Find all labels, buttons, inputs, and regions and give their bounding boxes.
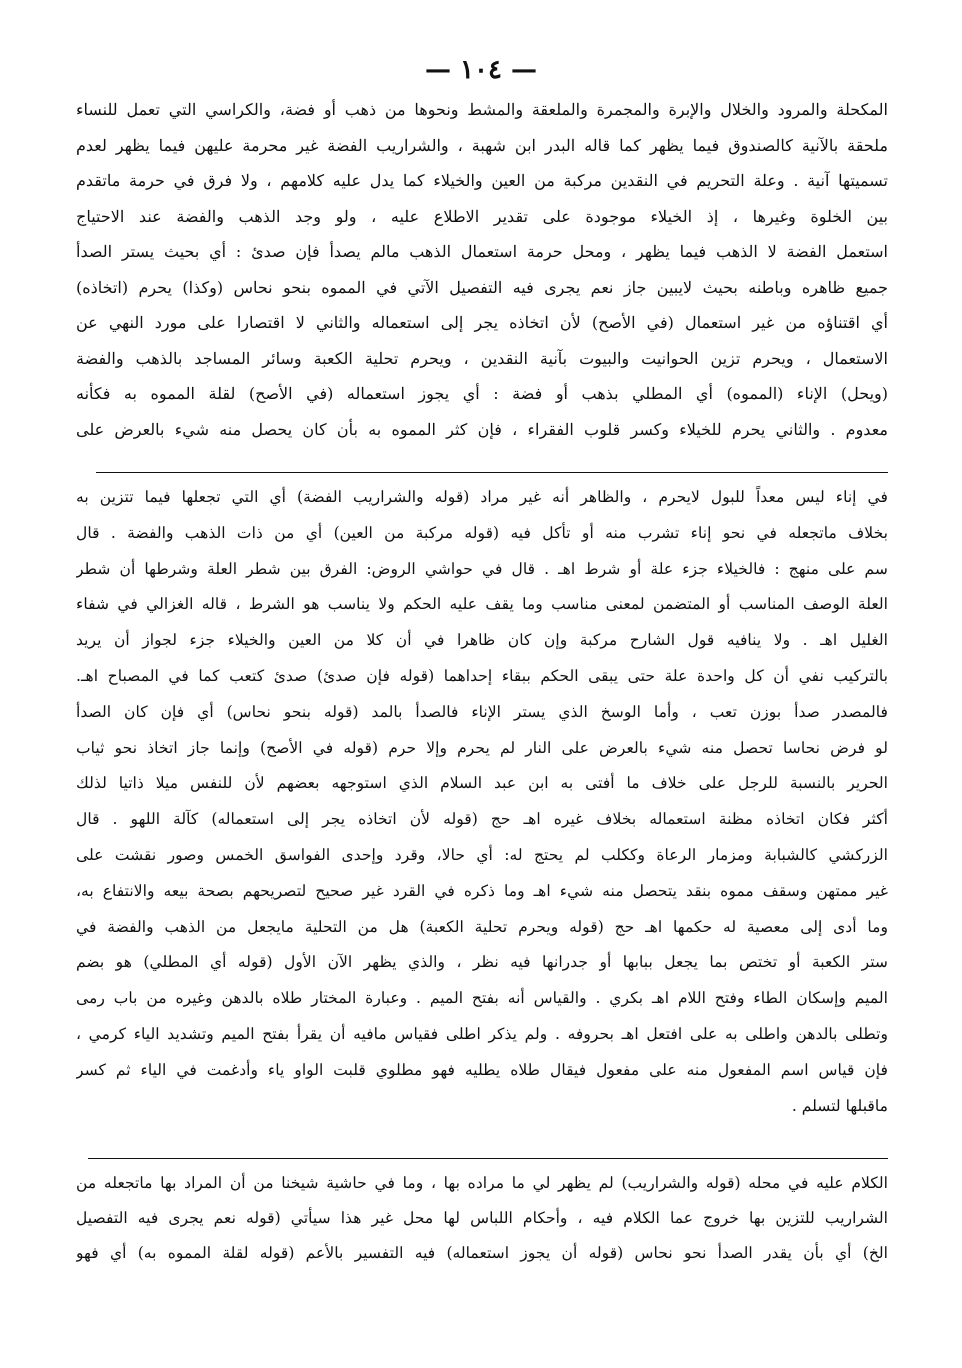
main-text-line: المكحلة والمرود والخلال والإبرة والمجمرة والملعقة والمشط ونحوها من ذهب أو فضة، والكراسي التي تعمل للنساء — [76, 100, 888, 119]
commentary-line: بخلاف ماتجعله في نحو إناء تشرب منه أو تأكل فيه (قوله مركبة من العين) أي من ذات الذهب والفضة . قال — [76, 523, 888, 542]
main-text-line: استعمل الفضة لا الذهب فيما يظهر ، ومحل حرمة استعمال الذهب مالم يصدأ فإن صدئ : أي بحيث يستر الصدأ — [76, 242, 888, 261]
commentary-line: الحرير بالنسبة للرجل على خلاف ما أفتى به ابن عبد السلام الذي استوجهه بعضهم لأن للنفس ميلا ذاتيا لذلك — [76, 774, 888, 793]
commentary-line: وما أدى إلى معصية له حكمها اهـ حج (قوله ويحرم تحلية الكعبة) هل من التحلية مايجعل من الذهب والفضة في — [76, 917, 888, 936]
second-commentary-line: الخ) أي بأن يقدر الصدأ نحو نحاس (قوله أن يجوز استعماله) فيه التفسير بالأعم (قوله لقلة المموه به) أي فهو — [76, 1244, 888, 1262]
main-text-line: الاستعمال ، ويحرم تزين الحوانيت والبيوت بآنية النقدين ، ويحرم تحلية الكعبة وسائر المساجد بالذهب والفضة — [76, 348, 888, 368]
commentary-line: ماقبلها لتسلم . — [791, 1096, 888, 1115]
main-text-line: أي اقتناؤه من غير استعمال (في الأصح) لأن اتخاذه يجر إلى استعماله والثاني لا اقتصارا على مورد النهي عن — [76, 313, 888, 332]
commentary-line: الميم وإسكان الطاء وفتح اللام اهـ بكري . والقياس أنه بفتح الميم . وعبارة المختار طلاه بالدهن وغيره من باب رمى — [76, 989, 888, 1008]
commentary-text — [76, 480, 888, 1124]
commentary-line: غير ممتهن وسقف مموه بنقد يتحصل منه شيء اهـ وما ذكره في القرد غير صحيح لتصريحهم بصحة بيعه والانتفاع به، — [76, 881, 888, 900]
commentary-line: الغليل اهـ . ولا ينافيه قول الشارح مركبة وإن كان ظاهرا في أن كلا من العين والخيلاء جزء لجواز أن يريد — [76, 631, 888, 650]
second-commentary-line: الشراريب للتزين بها خروج عما الكلام فيه ، وأحكام اللباس لها محل غير هذا سيأتي (قوله نعم يجرى فيه التفصيل — [76, 1209, 888, 1227]
commentary-line: بالتركيب نفي أن كل واحدة علة حتى يبقى الحكم ببقاء إحداهما (قوله فإن صدئ) صدئ كتعب كما في المصباح اهـ. — [76, 666, 888, 685]
main-text-line: ملحقة بالآنية كالصندوق فيما يظهر كما قاله البدر ابن شهبة ، والشراريب الفضة غير محرمة عليهن فيما يظهر لعدم — [76, 135, 888, 155]
commentary-line: لو فرض نحاسا تحصل منه شيء بالعرض على النار لم يحرم وإلا حرم (قوله في الأصح) وإنما جاز اتخاذ نحو ثياب — [76, 738, 888, 757]
commentary-line: في إناء ليس معداً للبول لايحرم ، والظاهر أنه غير مراد (قوله والشراريب الفضة) أي التي تجعلها فيما تتزين به — [76, 488, 888, 506]
commentary-line: فالمصدر صدأ بوزن تعب ، وأما الوسخ الذي يستر الإناء فالصدأ بالمد (قوله بنحو نحاس) أي فإن كان الصدأ — [76, 702, 888, 721]
main-text — [76, 92, 888, 447]
commentary-line: الزركشي كالشبابة ومزمار الرعاة وككلب لم يحتج له: أي حالا، وقرد وإحدى الفواسق الخمس وصور نقشت على — [76, 845, 888, 864]
commentary-line: وتطلى بالدهن واطلى به على افتعل اهـ بحروفه . ولم يذكر اطلى فقياس مافيه أن يقرأ بفتح الميم وتشديد الياء كرمي ، — [76, 1024, 888, 1043]
second-commentary-divider — [88, 1158, 888, 1159]
main-text-line: بين الخلوة وغيرها ، إذ الخيلاء موجودة على تقدير الاطلاع عليه ، ولو وجد الذهب والفضة عند الاحتياج — [76, 206, 888, 226]
page-number: — ١٠٤ — — [424, 55, 538, 85]
main-text-line: جميع ظاهره وباطنه بحيث لايبين جاز نعم يجرى فيه التفصيل الآتي في المموه بنحو نحاس (وكذا) يحرم (اتخاذه) — [76, 277, 888, 297]
main-text-line: تسميتها آنية . وعلة التحريم في النقدين مركبة من العين والخيلاء كما يدل عليه كلامهم ، ولا فرق في حرمة ماتقدم — [76, 171, 888, 190]
main-text-line: معدوم . والثاني يحرم للخيلاء وكسر قلوب الفقراء ، فإن كثر المموه به بأن كان يحصل منه شيء بالعرض على — [76, 419, 888, 439]
footnote-divider — [96, 472, 888, 473]
main-text-line: (ويحل) الإناء (المموه) أي المطلي بذهب أو فضة : أي يجوز استعماله (في الأصح) لقلة المموه به فكأنه — [76, 384, 888, 403]
commentary-line: أكثر فكان اتخاذه مظنة استعماله بخلاف غيره اهـ حج (قوله لأن اتخاذه يجر إلى استعماله) كآلة اللهو . قال — [76, 810, 888, 829]
second-commentary-line: الكلام عليه في محله (قوله والشراريب) لم يظهر لي ما مراده بها ، وما في حاشية شيخنا من أن المراد بها ماتجعله من — [76, 1174, 888, 1192]
commentary-line: ستر الكعبة أو تختص بما يجعل ببابها أو جدرانها فيه نظر ، والذي يظهر الآن الأول (قوله أي المطلي) هو بضم — [76, 953, 888, 972]
commentary-line: فإن قياس اسم المفعول منه على مفعول فيقال طلاه يطليه فهو مطلوي قلبت الواو ياء وأدغمت في الياء ثم كسر — [76, 1060, 888, 1079]
second-commentary-text — [76, 1166, 888, 1271]
commentary-line: سم على منهج : فالخيلاء جزء علة أو شرط اهـ . قال في حواشي الروض: الفرق بين شطر العلة وشرطها أن شطر — [76, 559, 888, 578]
commentary-line: العلة الوصف المناسب أو المتضمن لمعنى مناسب وما يقف عليه الحكم ولا يناسب هو الشرط ، قاله الغزالي في شفاء — [76, 595, 888, 614]
